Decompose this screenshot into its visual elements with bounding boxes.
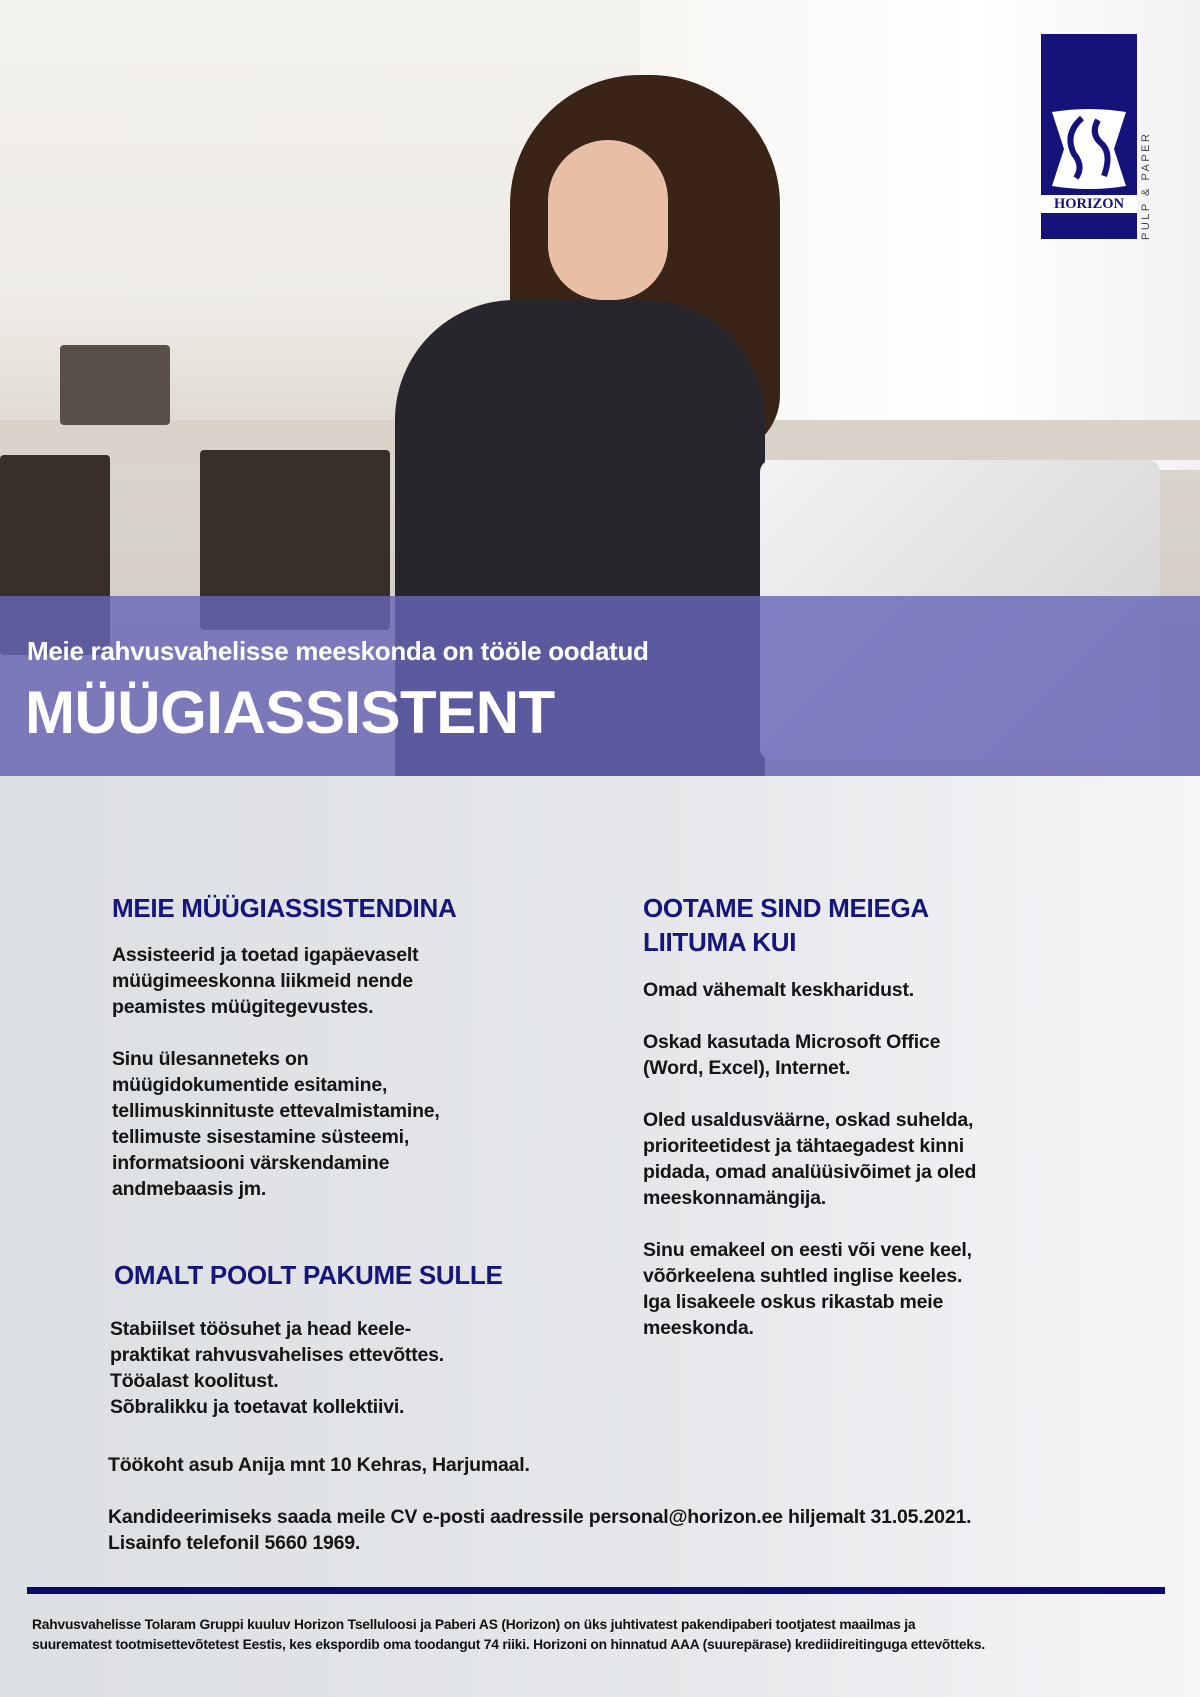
text-line: peamistes müügitegevustes.	[112, 996, 374, 1018]
logo-wordmark: HORIZON	[1040, 195, 1138, 213]
text-line: Assisteerid ja toetad igapäevaselt	[112, 944, 419, 966]
apply-line: Kandideerimiseks saada meile CV e-posti aadressile personal@horizon.ee hiljemalt 31.05.2021.	[108, 1506, 972, 1528]
person-face	[548, 140, 668, 300]
requirements-text	[643, 977, 976, 1341]
logo-tagline: PULP & PAPER	[1140, 131, 1152, 240]
requirements-heading	[643, 891, 929, 959]
apply-line: Lisainfo telefonil 5660 1969.	[108, 1532, 361, 1554]
heading-line: OOTAME SIND MEIEGA	[643, 893, 929, 923]
text-line: pidada, omad analüüsivõimet ja oled	[643, 1161, 977, 1183]
text-line: Iga lisakeele oskus rikastab meie	[643, 1291, 944, 1313]
text-line: võõrkeelena suhtled inglise keeles.	[643, 1265, 963, 1287]
apply-text	[108, 1504, 971, 1556]
footer-line: suurematest tootmisettevõtetest Eestis, kes ekspordib oma toodangut 74 riiki. Horizoni on hinnatud AAA (suurepärase) krediidireitinguga ettevõtteks.	[32, 1637, 985, 1652]
text-line: meeskonnamängija.	[643, 1187, 827, 1209]
offer-text	[110, 1316, 444, 1420]
text-line: Sõbralikku ja toetavat kollektiivi.	[110, 1396, 405, 1418]
offer-heading: OMALT POOLT PAKUME SULLE	[114, 1260, 503, 1290]
text-line: meeskonda.	[643, 1317, 754, 1339]
text-line: müügimeeskonna liikmeid nende	[112, 970, 413, 992]
text-line: tellimuste sisestamine süsteemi,	[112, 1126, 410, 1148]
company-description	[32, 1615, 985, 1655]
text-line: Stabiilset töösuhet ja head keele-	[110, 1318, 411, 1340]
text-line: prioriteetidest ja tähtaegadest kinni	[643, 1135, 964, 1157]
footer-divider	[27, 1587, 1165, 1594]
text-line: Tööalast koolitust.	[110, 1370, 279, 1392]
text-line: Omad vähemalt keskharidust.	[643, 979, 914, 1001]
text-line: informatsiooni värskendamine	[112, 1152, 390, 1174]
text-line: Sinu ülesanneteks on	[112, 1048, 309, 1070]
role-heading: MEIE MÜÜGIASSISTENDINA	[112, 893, 457, 923]
job-title: MÜÜGIASSISTENT	[25, 679, 555, 746]
logo-mark-icon	[1044, 104, 1134, 194]
text-line: müügidokumentide esitamine,	[112, 1074, 388, 1096]
text-line: tellimuskinnituste ettevalmistamine,	[112, 1100, 440, 1122]
footer-line: Rahvusvahelisse Tolaram Gruppi kuuluv Horizon Tselluloosi ja Paberi AS (Horizon) on üks juhtivatest pakendipaberi tootjatest maailmas ja	[32, 1617, 916, 1632]
heading-line: LIITUMA KUI	[643, 927, 797, 957]
text-line: Oled usaldusväärne, oskad suhelda,	[643, 1109, 974, 1131]
text-line: praktikat rahvusvahelises ettevõttes.	[110, 1344, 445, 1366]
location-text: Töökoht asub Anija mnt 10 Kehras, Harjumaal.	[108, 1454, 530, 1476]
role-text	[112, 942, 440, 1202]
text-line: Sinu emakeel on eesti või vene keel,	[643, 1239, 972, 1261]
text-line: Oskad kasutada Microsoft Office	[643, 1031, 941, 1053]
banner-subtitle: Meie rahvusvahelisse meeskonda on tööle oodatud	[27, 636, 649, 666]
text-line: (Word, Excel), Internet.	[643, 1057, 851, 1079]
chair	[60, 345, 170, 425]
text-line: andmebaasis jm.	[112, 1178, 267, 1200]
